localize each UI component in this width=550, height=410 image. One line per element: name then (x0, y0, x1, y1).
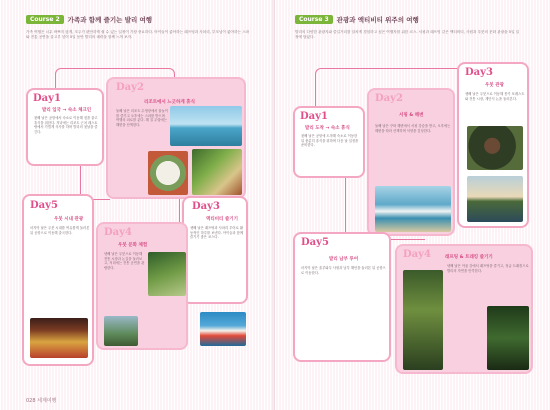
day-label: Day2 (116, 82, 144, 93)
right-page (275, 0, 550, 410)
dance-photo (30, 318, 88, 358)
day1-card (26, 88, 104, 166)
course-intro: 가족 여행은 너무 바쁘지 않게, 모두가 편안하게 쉴 수 있는 일정이 가장 중요하다. 아이들이 좋아하는 래프팅과 사파리, 부모님이 좋아하는 스파와 전통 공연을 골고루 넣어 5일 동안 발리의 매력을 함께 느껴 보자. (26, 30, 250, 39)
day-text: 넷째 날은 아융 강에서 래프팅을 즐기고, 정글 트래킹으로 발리의 자연을 만끽한다. (447, 264, 529, 273)
ubud-photo (148, 252, 186, 296)
day-label: Day1 (33, 93, 61, 104)
day5-card (22, 194, 94, 366)
temple-photo (104, 316, 138, 346)
course-header (295, 14, 419, 24)
day-label: Day2 (375, 93, 403, 104)
day-title: 액티비티 즐기기 (206, 217, 238, 222)
day-label: Day4 (403, 249, 431, 260)
day2-card (106, 77, 246, 199)
food-photo (148, 151, 188, 195)
day-text: 마지막 날은 우붓 시내를 여유롭게 둘러본 뒤 공항으로 이동해 출국한다. (30, 226, 90, 235)
rafting-photo (200, 312, 246, 346)
day2-card (367, 88, 455, 236)
day-text: 마지막 날은 울루와뚜 사원과 남부 해안을 둘러본 뒤 공항으로 이동한다. (301, 266, 386, 275)
day3-card (182, 196, 248, 304)
day-title: 발리 도착 → 숙소 휴식 (305, 126, 350, 131)
day-text: 셋째 날은 래프팅과 사파리 투어로 활동적인 하루를 보낸다. 아이들과 함께 즐기기 좋은 코스다. (190, 226, 244, 240)
day-title: 우붓 관광 (485, 83, 504, 88)
day-text: 셋째 날은 우붓으로 이동해 몽키 포레스트와 전통 시장, 계단식 논을 둘러본다. (465, 92, 525, 101)
day4-card (96, 222, 188, 350)
course-title: 가족과 함께 즐기는 발리 여행 (67, 15, 153, 24)
day-title: 리조트에서 느긋하게 휴식 (144, 100, 195, 105)
day-title: 우붓 문화 체험 (118, 243, 148, 248)
day-label: Day4 (104, 227, 132, 238)
day-text: 첫째 날은 공항에 도착해 숙소로 이동한 뒤 충분히 휴식을 취하며 다음 날 일정을 준비한다. (301, 134, 359, 148)
day5-card (293, 232, 391, 362)
day-label: Day1 (300, 111, 328, 122)
day-label: Day3 (192, 201, 220, 212)
day-title: 우붓 시내 관광 (54, 217, 84, 222)
day3-card (457, 62, 529, 228)
day-label: Day5 (30, 200, 58, 211)
day-title: 발리 남부 투어 (329, 257, 359, 262)
day-text: 둘째 날은 리조트 수영장에서 물놀이를 즐기고 오후에는 스파를 받으며 여행의 피로를 푼다. 해 질 무렵에는 해변을 산책한다. (116, 109, 168, 127)
day-text: 넷째 날은 우붓으로 이동해 전통 시장과 논길을 둘러보고, 저녁에는 전통 공연을 관람한다. (104, 252, 145, 270)
day4-card (395, 244, 533, 374)
day-text: 둘째 날은 꾸따 해변에서 서핑 강습을 받고, 오후에는 해변을 따라 산책하며 석양을 감상한다. (375, 124, 451, 133)
garden-photo (192, 149, 242, 195)
course-header (26, 14, 152, 24)
course-badge: Course 3 (295, 15, 333, 24)
jungle-photo (403, 270, 443, 370)
day-text: 첫째 날은 공항에서 숙소로 이동해 짐을 풀고 휴식을 취한다. 저녁에는 리조트 근처 레스토랑에서 가볍게 식사를 하며 발리의 첫날을 즐긴다. (34, 116, 98, 134)
day-label: Day5 (301, 237, 329, 248)
day-label: Day3 (465, 67, 493, 78)
temple-sea-photo (467, 176, 523, 222)
day-title: 서핑 & 해변 (399, 113, 424, 118)
day1-card (293, 106, 365, 178)
monkey-photo (467, 126, 523, 170)
course-badge: Course 2 (26, 15, 64, 24)
page-number: 028 세계여행 (26, 398, 57, 404)
day-title: 발리 입국 → 숙소 체크인 (42, 108, 92, 113)
day-title: 래프팅 & 트래킹 즐기기 (445, 255, 493, 260)
forest-photo (487, 306, 529, 370)
pool-photo (170, 106, 242, 146)
course-intro: 발리의 다양한 관광지와 즐길거리를 알차게 경험하고 싶은 여행자를 위한 코스. 서핑과 래프팅 같은 액티비티, 사원과 우붓의 문화 관광을 5일 일정에 담았다. (295, 30, 520, 39)
surf-photo (375, 186, 451, 232)
course-title: 관광과 액티비티 위주의 여행 (336, 15, 419, 24)
